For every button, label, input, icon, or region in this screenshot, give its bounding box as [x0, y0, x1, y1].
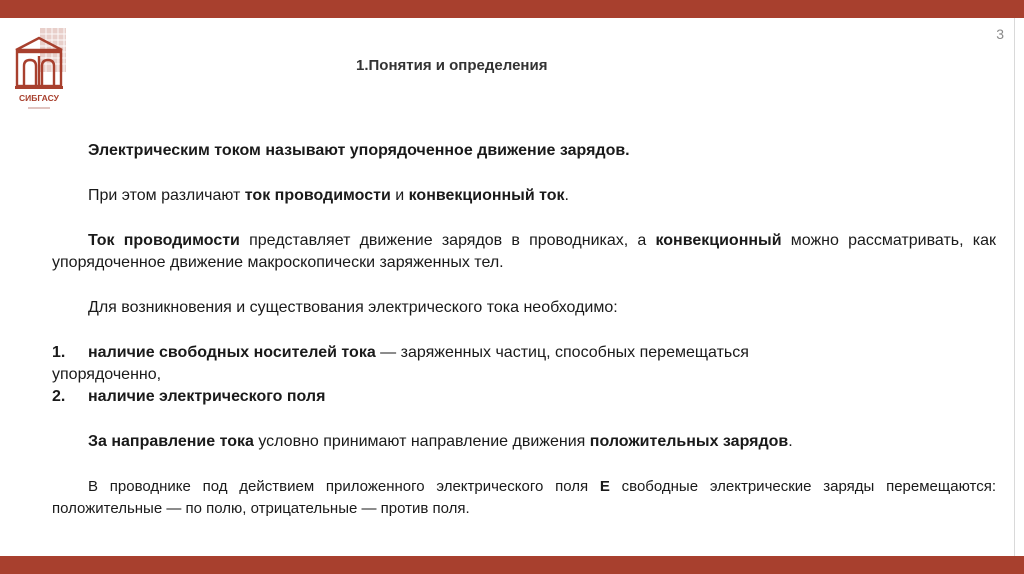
university-logo	[10, 26, 68, 118]
term-positive-charges: положительных зарядов	[589, 433, 789, 450]
list-text: наличие электрического поля	[88, 388, 326, 405]
list-number: 2.	[52, 388, 66, 405]
paragraph-definition: Электрическим током называют упорядоченное движение зарядов.	[88, 142, 630, 159]
right-divider-line	[1014, 18, 1015, 556]
text-span: При этом различают	[88, 187, 245, 204]
text-span: .	[564, 187, 569, 204]
list-item	[52, 342, 996, 364]
term-convection: конвекционный	[655, 232, 782, 249]
slide-number: 3	[996, 26, 1004, 42]
logo-text: СИБГАСУ	[19, 93, 59, 103]
slide-content	[52, 140, 996, 520]
symbol-field-e: E	[599, 478, 610, 495]
slide-title: 1.Понятия и определения	[356, 57, 548, 74]
text-span: свободные электрические заряды перемещаются: положительные — по полю, отрицательные — против поля.	[52, 478, 996, 517]
conditions-list	[52, 342, 996, 408]
bottom-accent-bar	[0, 556, 1024, 574]
term-conduction-current: ток проводимости	[244, 187, 391, 204]
list-text	[88, 342, 996, 364]
term-current-direction: За направление тока	[88, 433, 254, 450]
paragraph-types	[52, 185, 996, 207]
term-conduction-current: Ток проводимости	[88, 232, 240, 249]
list-item	[52, 386, 996, 408]
term-free-carriers: наличие свободных носителей тока	[88, 344, 376, 361]
text-span: условно принимают направление движения	[253, 433, 590, 450]
term-convection-current: конвекционный ток	[408, 187, 565, 204]
text-span: и	[390, 187, 409, 204]
paragraph-conditions: Для возникновения и существования электрического тока необходимо:	[88, 299, 618, 316]
top-accent-bar	[0, 0, 1024, 18]
text-span: В проводнике под действием приложенного электрического поля	[88, 478, 600, 495]
list-item-continuation: упорядоченно,	[52, 366, 162, 383]
paragraph-conduction-explanation	[52, 230, 996, 274]
paragraph-field-effect	[52, 476, 996, 520]
paragraph-current-direction	[52, 431, 996, 453]
text-span: можно рассматривать, как упорядоченное движение макроскопически заряженных тел.	[52, 232, 996, 271]
university-building-logo-icon	[10, 26, 68, 118]
text-span: .	[788, 433, 793, 450]
text-span: представляет движение зарядов в проводниках, а	[239, 232, 656, 249]
list-number: 1.	[52, 344, 66, 361]
text-span: — заряженных частиц, способных перемещаться	[375, 344, 749, 361]
